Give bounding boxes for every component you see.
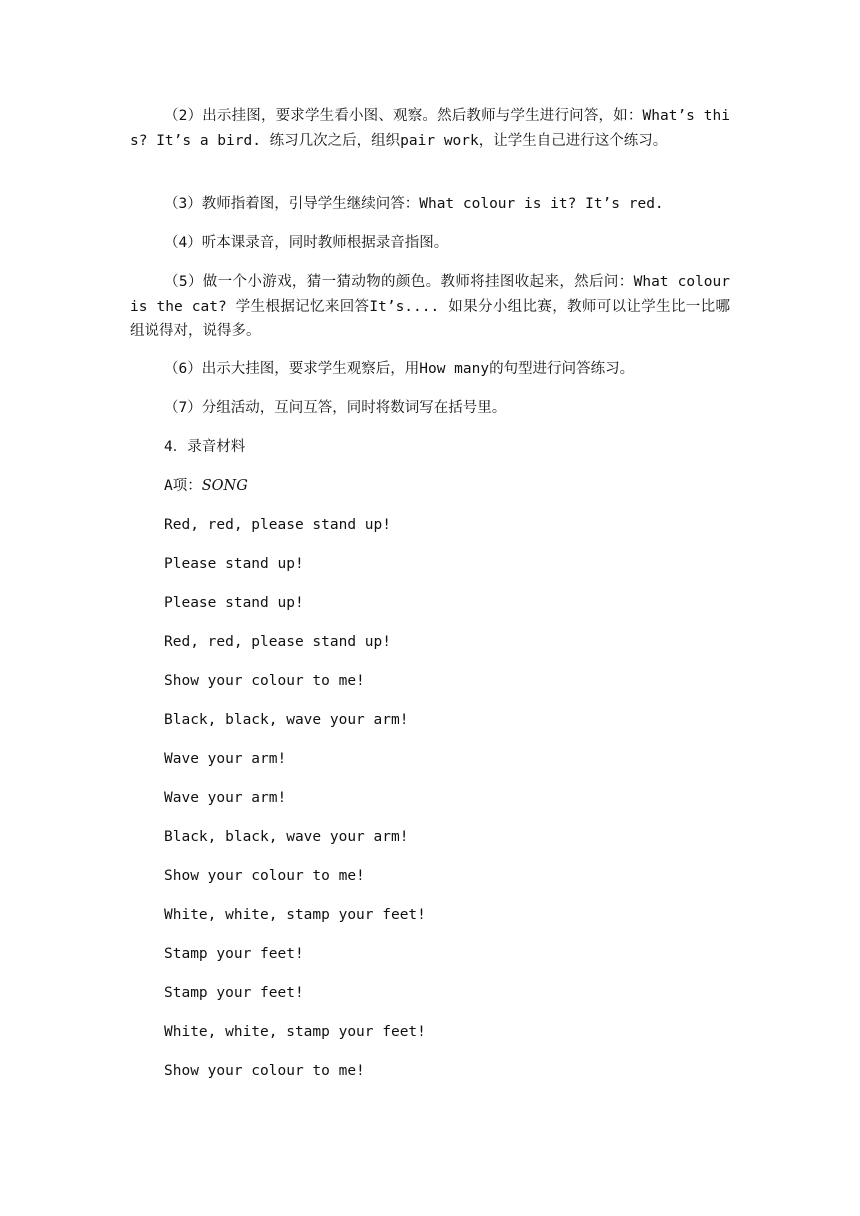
song-line: Red, red, please stand up!: [164, 634, 391, 650]
paragraph-step-6: （6）出示大挂图，要求学生观察后，用How many的句型进行问答练习。: [164, 361, 635, 377]
song-line: Red, red, please stand up!: [164, 517, 391, 533]
song-line: Black, black, wave your arm!: [164, 829, 409, 845]
song-line: Wave your arm!: [164, 751, 287, 767]
song-line: Stamp your feet!: [164, 985, 304, 1001]
item-a-title: SONG: [201, 478, 248, 494]
song-line: Show your colour to me!: [164, 673, 365, 689]
song-line: White, white, stamp your feet!: [164, 907, 426, 923]
paragraph-step-2: （2）出示挂图，要求学生看小图、观察。然后教师与学生进行问答，如：What’s this? It’s a bird. 练习几次之后，组织pair work，让学生自己进行这个练习。: [130, 108, 730, 149]
song-line: Please stand up!: [164, 556, 304, 572]
song-line: Show your colour to me!: [164, 1063, 365, 1079]
song-line: Please stand up!: [164, 595, 304, 611]
paragraph-step-7: （7）分组活动，互问互答，同时将数词写在括号里。: [164, 400, 507, 416]
song-line: Stamp your feet!: [164, 946, 304, 962]
item-a-heading: [164, 475, 248, 497]
song-line: Show your colour to me!: [164, 868, 365, 884]
song-line: White, white, stamp your feet!: [164, 1024, 426, 1040]
paragraph-step-3: （3）教师指着图，引导学生继续问答：What colour is it? It’s red.: [164, 196, 664, 212]
section-heading: 4．录音材料: [164, 439, 246, 455]
song-line: Wave your arm!: [164, 790, 287, 806]
paragraph-step-5: （5）做一个小游戏，猜一猜动物的颜色。教师将挂图收起来，然后问：What colour is the cat? 学生根据记忆来回答It’s.... 如果分小组比赛，教师可以让学生比一比哪组说得对，说得多。: [130, 274, 730, 339]
paragraph-step-4: （4）听本课录音，同时教师根据录音指图。: [164, 235, 449, 251]
song-line: Black, black, wave your arm!: [164, 712, 409, 728]
item-a-label: A项：: [164, 478, 202, 494]
